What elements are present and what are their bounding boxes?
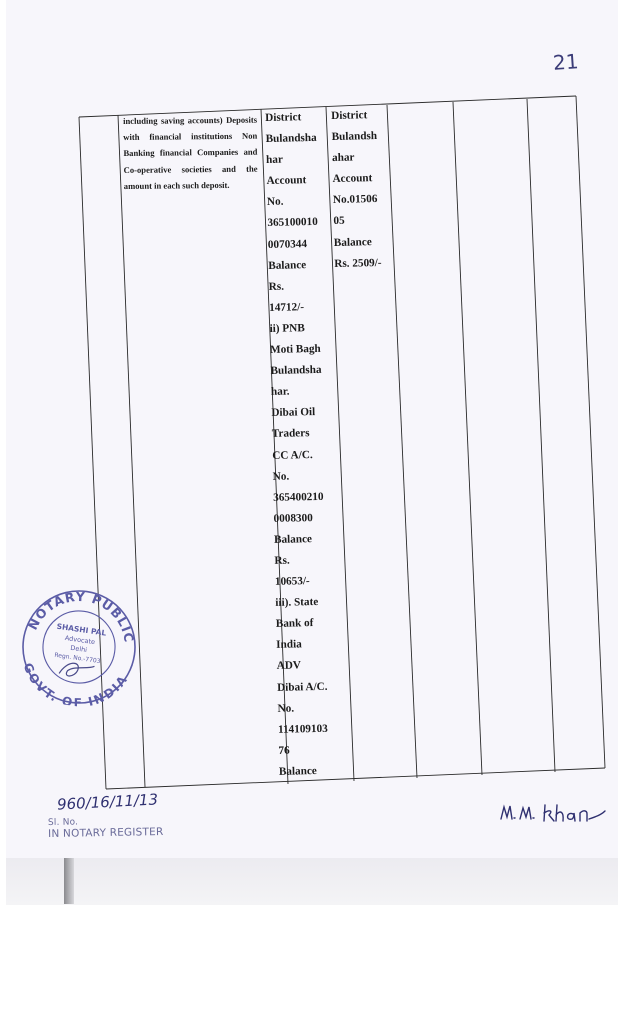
account-line: Rs. xyxy=(268,280,285,293)
serial-prefix: Sl. No. xyxy=(47,817,79,829)
account-line: 365100010 xyxy=(267,216,318,230)
stamp-title: Advocate xyxy=(64,633,96,647)
account-line: Bulandsh xyxy=(331,130,378,144)
account-line: Dibai Oil xyxy=(271,406,316,420)
account-line: No. xyxy=(266,196,284,209)
account-line: Rs. 2509/- xyxy=(334,256,382,270)
account-line: Dibai A/C. xyxy=(277,680,328,694)
register-text: IN NOTARY REGISTER xyxy=(48,825,164,841)
account-line: ahar xyxy=(331,151,355,165)
account-line: Moti Bagh xyxy=(269,342,321,356)
signature xyxy=(497,797,609,831)
account-line: 76 xyxy=(278,744,290,757)
second-account-column xyxy=(331,105,391,275)
account-line: 10653/- xyxy=(274,575,310,588)
account-line: ADV xyxy=(276,659,302,673)
account-line: ii) PNB xyxy=(269,322,305,335)
account-line: har xyxy=(265,153,283,167)
stamp-name: SHASHI PAL xyxy=(56,621,107,638)
account-line: No.01506 xyxy=(332,193,378,207)
account-line: District xyxy=(265,111,302,124)
account-line: Rs. xyxy=(274,554,290,567)
account-line: No. xyxy=(277,702,295,715)
account-line: 14712/- xyxy=(269,301,305,314)
account-line: Bulandsha xyxy=(265,132,317,146)
stamp-initial-signature xyxy=(59,661,95,679)
account-line: Balance xyxy=(333,235,372,249)
account-line: No. xyxy=(272,470,290,483)
account-line: Balance xyxy=(273,532,313,546)
account-line: har. xyxy=(270,385,290,399)
col-rule-7 xyxy=(527,99,555,772)
account-line: District xyxy=(331,109,368,122)
notary-stamp xyxy=(11,580,146,714)
stamp-regn: Regn. No.-7703 xyxy=(53,651,101,666)
notary-register-label xyxy=(48,814,164,840)
page-number: 21 xyxy=(552,49,580,75)
stamp-top-text: NOTARY PUBLIC xyxy=(24,588,137,645)
account-line: Balance xyxy=(278,764,317,778)
account-line: 05 xyxy=(333,215,345,228)
col-rule-6 xyxy=(453,102,482,775)
account-line: CC A/C. xyxy=(272,448,313,462)
col-rule-5 xyxy=(387,105,417,778)
account-line: Account xyxy=(332,172,373,186)
account-line: Traders xyxy=(271,427,310,441)
account-line: Balance xyxy=(268,258,307,272)
account-line: India xyxy=(276,638,302,652)
account-line: 365400210 xyxy=(273,490,324,504)
stamp-bottom-text: GOVT. OF INDIA xyxy=(20,661,130,710)
register-serial-number: 960/16/11/13 xyxy=(56,790,159,814)
account-line: iii). State xyxy=(275,596,319,610)
col-rule-8 xyxy=(576,96,605,768)
account-line: Bank of xyxy=(275,617,314,631)
account-line: Account xyxy=(266,174,307,188)
deposit-description: including saving accounts) Deposits with financial institutions Non Banking financial Companies and Co-operative societies and the amount in each such deposit. xyxy=(123,114,258,191)
account-line: 0008300 xyxy=(273,511,313,525)
account-line: 114109103 xyxy=(277,722,328,736)
account-line: 0070344 xyxy=(267,237,308,251)
account-line: Bulandsha xyxy=(270,364,322,378)
stamp-city: Delhi xyxy=(69,643,88,655)
